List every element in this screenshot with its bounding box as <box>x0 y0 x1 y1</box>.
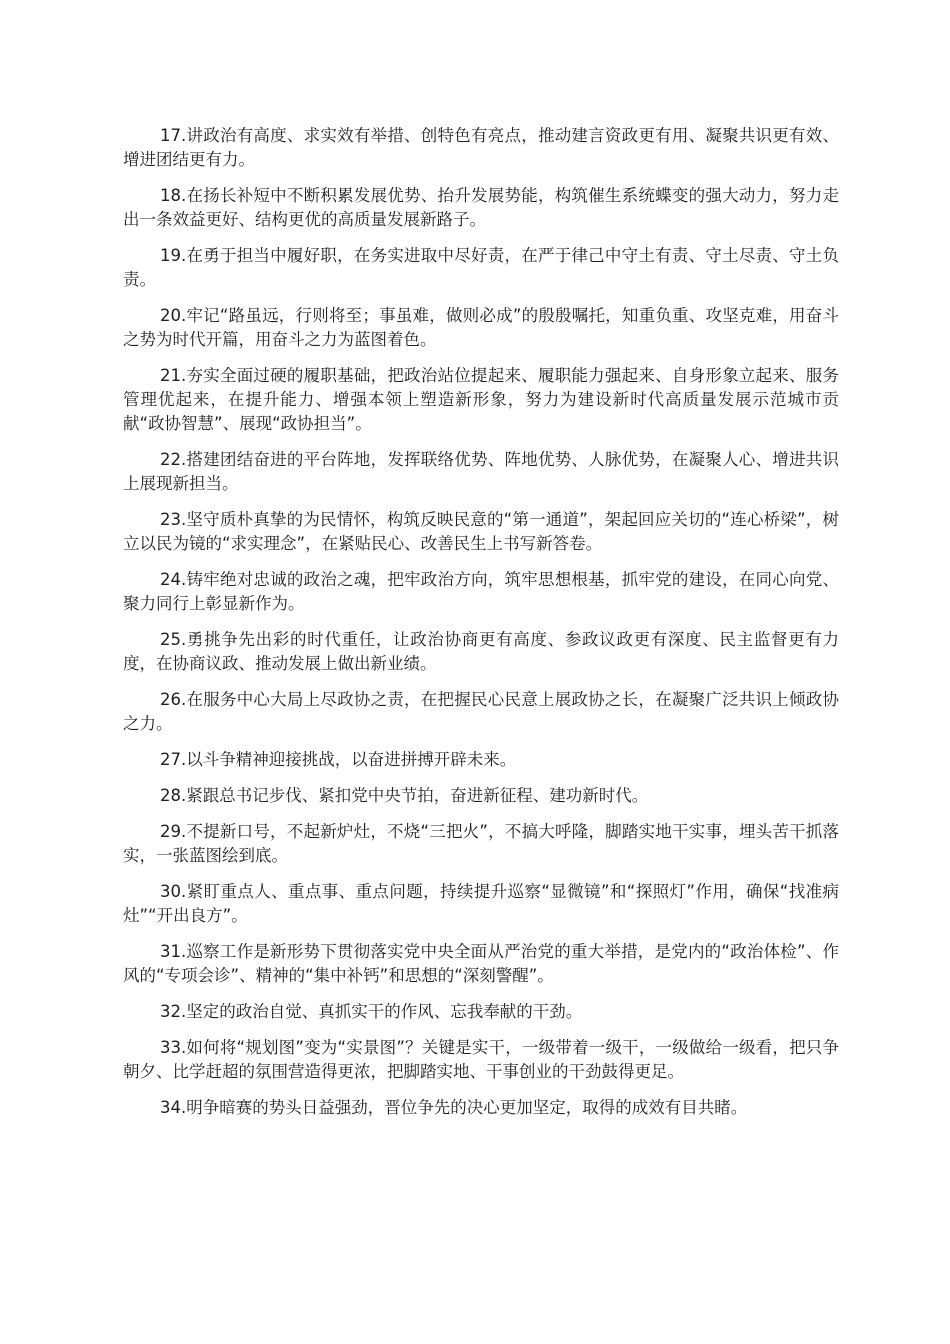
paragraph-29: 29.不提新口号，不起新炉灶，不烧“三把火”，不搞大呼隆，脚踏实地干实事，埋头苦干抓落实，一张蓝图绘到底。 <box>123 822 839 865</box>
paragraph-30: 30.紧盯重点人、重点事、重点问题，持续提升巡察“显微镜”和“探照灯”作用，确保“找准病灶”“开出良方”。 <box>123 882 839 925</box>
paragraph-26: 26.在服务中心大局上尽政协之责，在把握民心民意上展政协之长，在凝聚广泛共识上倾政协之力。 <box>123 690 839 733</box>
paragraph-19: 19.在勇于担当中履好职，在务实进取中尽好责，在严于律己中守土有责、守土尽责、守土负责。 <box>123 246 839 289</box>
paragraph-32: 32.坚定的政治自觉、真抓实干的作风、忘我奉献的干劲。 <box>160 1002 583 1021</box>
paragraph-34: 34.明争暗赛的势头日益强劲，晋位争先的决心更加坚定，取得的成效有目共睹。 <box>160 1098 748 1117</box>
paragraph-31: 31.巡察工作是新形势下贯彻落实党中央全面从严治党的重大举措，是党内的“政治体检”、作风的“专项会诊”、精神的“集中补钙”和思想的“深刻警醒”。 <box>123 942 839 985</box>
paragraph-27: 27.以斗争精神迎接挑战，以奋进拼搏开辟未来。 <box>160 750 517 769</box>
paragraph-33: 33.如何将“规划图”变为“实景图”？关键是实干，一级带着一级干，一级做给一级看，把只争朝夕、比学赶超的氛围营造得更浓，把脚踏实地、干事创业的干劲鼓得更足。 <box>123 1038 839 1081</box>
paragraph-18: 18.在扬长补短中不断积累发展优势、抬升发展势能，构筑催生系统蝶变的强大动力，努力走出一条效益更好、结构更优的高质量发展新路子。 <box>123 186 839 229</box>
paragraph-21: 21.夯实全面过硬的履职基础，把政治站位提起来、履职能力强起来、自身形象立起来、服务管理优起来，在提升能力、增强本领上塑造新形象，努力为建设新时代高质量发展示范城市贡献“政协智慧”、展现“政协担当”。 <box>123 366 839 433</box>
paragraph-28: 28.紧跟总书记步伐、紧扣党中央节拍，奋进新征程、建功新时代。 <box>160 786 649 805</box>
document-body <box>123 124 839 1132</box>
paragraph-24: 24.铸牢绝对忠诚的政治之魂，把牢政治方向，筑牢思想根基，抓牢党的建设，在同心向党、聚力同行上彰显新作为。 <box>123 570 839 613</box>
paragraph-17: 17.讲政治有高度、求实效有举措、创特色有亮点，推动建言资政更有用、凝聚共识更有效、增进团结更有力。 <box>123 126 839 169</box>
paragraph-20: 20.牢记“路虽远，行则将至；事虽难，做则必成”的殷殷嘱托，知重负重、攻坚克难，用奋斗之势为时代开篇，用奋斗之力为蓝图着色。 <box>123 306 839 349</box>
paragraph-25: 25.勇挑争先出彩的时代重任，让政治协商更有高度、参政议政更有深度、民主监督更有力度，在协商议政、推动发展上做出新业绩。 <box>123 630 839 673</box>
paragraph-22: 22.搭建团结奋进的平台阵地，发挥联络优势、阵地优势、人脉优势，在凝聚人心、增进共识上展现新担当。 <box>123 450 839 493</box>
paragraph-23: 23.坚守质朴真挚的为民情怀，构筑反映民意的“第一通道”，架起回应关切的“连心桥梁”，树立以民为镜的“求实理念”，在紧贴民心、改善民生上书写新答卷。 <box>123 510 839 553</box>
